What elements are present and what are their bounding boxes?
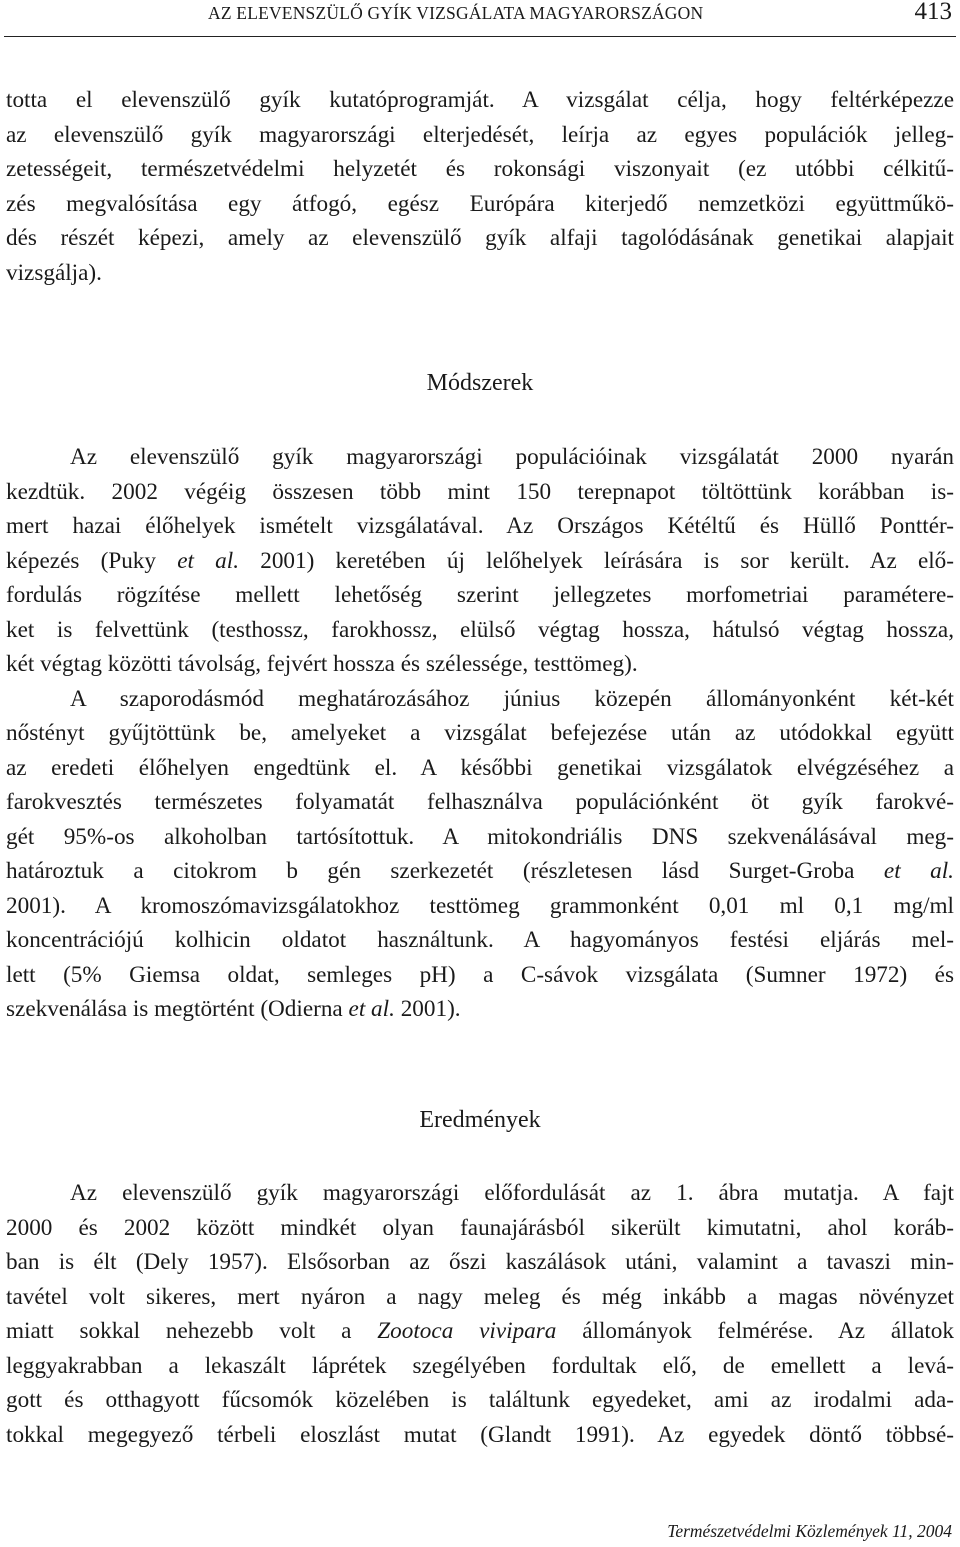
text-line: 2001). A kromoszómavizsgálatokhoz testtömeg grammonként 0,01 ml 0,1 mg/ml <box>6 892 954 919</box>
intro-paragraph <box>6 83 954 290</box>
text-line: fordulás rögzítése mellett lehetőség szerint jellegzetes morfometriai paramétere- <box>6 582 954 608</box>
text-line: Az elevenszülő gyík magyarországi előfordulását az 1. ábra mutatja. A fajt <box>70 1180 954 1206</box>
text-line: zetességeit, természetvédelmi helyzetét és rokonsági viszonyait (ez utóbbi célkitű- <box>6 156 954 182</box>
text-line: kezdtük. 2002 végéig összesen több mint 150 terepnapot töltöttünk korábban is- <box>6 478 954 505</box>
text-run: 2001). <box>394 996 461 1022</box>
text-line <box>6 854 954 889</box>
text-run: határoztuk a citokrom b gén szerkezetét (részletesen lásd Surget-Groba <box>6 858 884 884</box>
text-line <box>6 1314 954 1349</box>
methods-paragraph-1 <box>6 440 954 682</box>
text-line <box>6 992 954 1027</box>
text-line: Az elevenszülő gyík magyarországi populációinak vizsgálatát 2000 nyarán <box>70 444 954 470</box>
page-number: 413 <box>914 0 952 25</box>
text-line: az eredeti élőhelyen engedtünk el. A későbbi genetikai vizsgálatok elvégzéséhez a <box>6 754 954 781</box>
section-heading-methods: Módszerek <box>426 370 534 396</box>
citation-et-al: et al. <box>348 996 395 1022</box>
text-line: az elevenszülő gyík magyarországi elterjedését, leírja az egyes populációk jelleg- <box>6 121 954 148</box>
text-line: tavétel volt sikeres, mert nyáron a nagy meleg és még inkább a magas növényzet <box>6 1283 954 1310</box>
text-line: koncentrációjú kolhicin oldatot használtunk. A hagyományos festési eljárás mel- <box>6 927 954 953</box>
header-rule <box>4 36 956 37</box>
text-line: gott és otthagyott fűcsomók közelében is találtunk egyedeket, ami az irodalmi ada- <box>6 1387 954 1413</box>
page-header <box>0 0 960 38</box>
species-name: Zootoca vivipara <box>377 1318 557 1344</box>
text-line: gét 95%-os alkoholban tartósítottuk. A mitokondriális DNS szekvenálásával meg- <box>6 823 954 850</box>
text-line: dés részét képezi, amely az elevenszülő gyík alfaji tagolódásának genetikai alapjait <box>6 225 954 251</box>
text-line: vizsgálja). <box>6 259 102 286</box>
journal-footer: Természetvédelmi Közlemények 11, 2004 <box>667 1521 952 1541</box>
text-line: farokvesztés természetes folyamatát felhasználva populációnként öt gyík farokvé- <box>6 789 954 815</box>
running-title: AZ ELEVENSZÜLŐ GYÍK VIZSGÁLATA MAGYARORSZÁGON <box>208 3 704 23</box>
citation-et-al: et al. <box>883 858 954 884</box>
citation-et-al: et al. <box>177 547 240 574</box>
text-run: állományok felmérése. Az állatok <box>556 1318 954 1344</box>
results-paragraph-1 <box>6 1176 954 1452</box>
text-line: totta el elevenszülő gyík kutatóprogramját. A vizsgálat célja, hogy feltérképezze <box>6 87 954 113</box>
text-line: mert hazai élőhelyek ismételt vizsgálatával. Az Országos Kétéltű és Hüllő Ponttér- <box>6 513 954 539</box>
section-heading-results: Eredmények <box>419 1107 541 1133</box>
text-line: A szaporodásmód meghatározásához június közepén állományonként két-két <box>70 685 954 712</box>
text-line: lett (5% Giemsa oldat, semleges pH) a C-sávok vizsgálata (Sumner 1972) és <box>6 961 954 988</box>
text-line: zés megvalósítása egy átfogó, egész Európára kiterjedő nemzetközi együttműkö- <box>6 190 954 217</box>
text-line: nőstényt gyűjtöttünk be, amelyeket a vizsgálat befejezése után az utódokkal együtt <box>6 720 954 746</box>
text-line: ban is élt (Dely 1957). Elsősorban az őszi kaszálások utáni, valamint a tavaszi min- <box>6 1249 954 1275</box>
text-line: 2000 és 2002 között mindkét olyan faunajárásból sikerült kimutatni, ahol koráb- <box>6 1214 954 1241</box>
text-line: leggyakrabban a lekaszált láprétek szegélyében fordultak elő, de emellett a levá- <box>6 1352 954 1379</box>
text-line: ket is felvettünk (testhossz, farokhossz, elülső végtag hossza, hátulsó végtag hossza, <box>6 616 954 643</box>
methods-paragraph-2 <box>6 682 954 1027</box>
text-line: két végtag közötti távolság, fejvért hossza és szélessége, testtömeg). <box>6 651 638 677</box>
text-run: 2001) keretében új lelőhelyek leírására is sor került. Az elő- <box>239 547 954 574</box>
text-run: szekvenálása is megtörtént (Odierna <box>6 996 349 1022</box>
text-run: képezés (Puky <box>6 547 178 574</box>
text-run: miatt sokkal nehezebb volt a <box>6 1318 378 1344</box>
text-line <box>6 544 954 579</box>
text-line: tokkal megegyező térbeli eloszlást mutat (Glandt 1991). Az egyedek döntő többsé- <box>6 1421 954 1448</box>
